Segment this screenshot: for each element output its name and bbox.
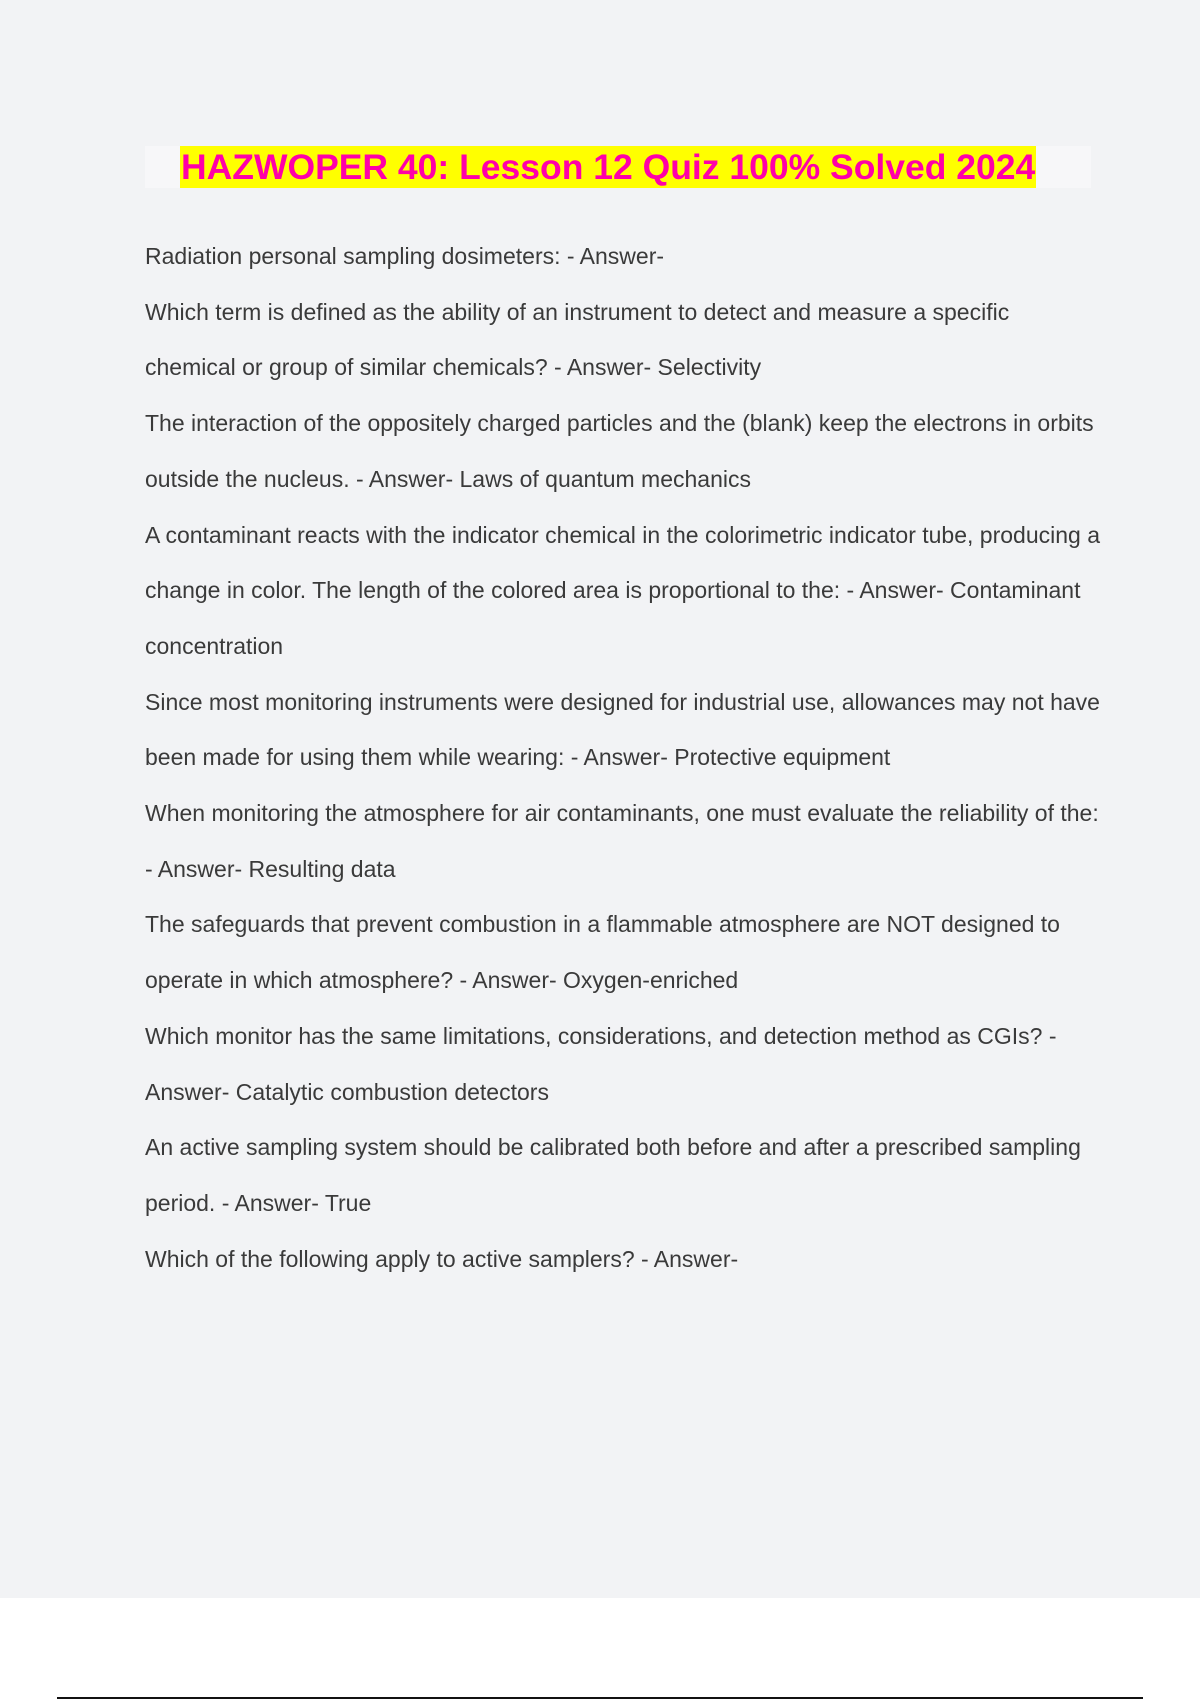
document-title: HAZWOPER 40: Lesson 12 Quiz 100% Solved 2024 xyxy=(181,147,1036,187)
quiz-item-6: When monitoring the atmosphere for air contaminants, one must evaluate the reliability of the: - Answer- Resulting data xyxy=(145,800,1099,882)
quiz-item-7: The safeguards that prevent combustion in a flammable atmosphere are NOT designed to operate in which atmosphere? - Answer- Oxygen-enriched xyxy=(145,911,1060,994)
quiz-item-10: Which of the following apply to active samplers? - Answer- xyxy=(145,1245,739,1272)
quiz-item-9: An active sampling system should be calibrated both before and after a prescribed sampling period. - Answer- True xyxy=(145,1134,1081,1216)
quiz-content xyxy=(145,229,1105,1287)
quiz-item-3: The interaction of the oppositely charged particles and the (blank) keep the electrons in orbits outside the nucleus. - Answer- Laws of quantum mechanics xyxy=(145,410,1094,492)
quiz-item-8: Which monitor has the same limitations, considerations, and detection method as CGIs? - Answer- Catalytic combustion detectors xyxy=(145,1022,1057,1105)
quiz-item-1: Radiation personal sampling dosimeters: - Answer- xyxy=(145,243,665,269)
quiz-item-4: A contaminant reacts with the indicator chemical in the colorimetric indicator tube, producing a change in color. The length of the colored area is proportional to the: - Answer- Contaminant concentration xyxy=(145,521,1100,659)
quiz-item-5: Since most monitoring instruments were designed for industrial use, allowances may not have been made for using them while wearing: - Answer- Protective equipment xyxy=(145,688,1100,771)
bottom-divider xyxy=(57,1697,1143,1699)
quiz-item-2: Which term is defined as the ability of an instrument to detect and measure a specific chemical or group of similar chemicals? - Answer- Selectivity xyxy=(145,298,1010,381)
